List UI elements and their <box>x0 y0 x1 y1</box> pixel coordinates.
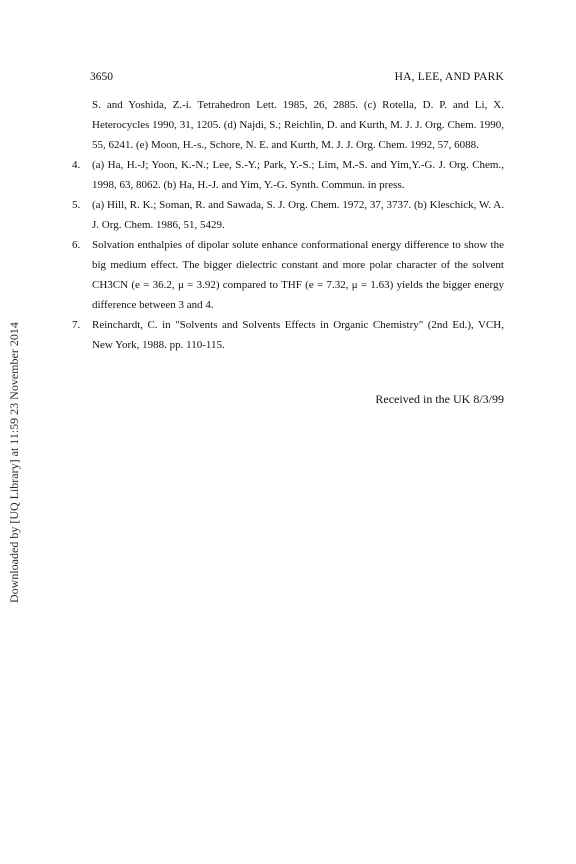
watermark-text: Downloaded by [UQ Library] at 11:59 23 November 2014 <box>7 322 21 603</box>
reference-text: Reinchardt, C. in "Solvents and Solvents Effects in Organic Chemistry" (2nd Ed.), VCH, New York, 1988. pp. 110-115. <box>92 319 504 351</box>
reference-continuation-text: S. and Yoshida, Z.-i. Tetrahedron Lett. 1985, 26, 2885. (c) Rotella, D. P. and Li, X. Heterocycles 1990, 31, 1205. (d) Najdi, S.; Reichlin, D. and Kurth, M. J. J. Org. Chem. 1990, 55, 6241. (e) Moon, H.-s., Schore, N. E. and Kurth, M. J. J. Org. Chem. 1992, 57, 6088. <box>92 99 504 151</box>
received-date: Received in the UK 8/3/99 <box>375 392 504 406</box>
reference-number: 5. <box>72 199 81 211</box>
reference-number: 6. <box>72 239 81 251</box>
reference-text: (a) Hill, R. K.; Soman, R. and Sawada, S. J. Org. Chem. 1972, 37, 3737. (b) Kleschick, W. A. J. Org. Chem. 1986, 51, 5429. <box>92 199 504 231</box>
reference-continuation <box>72 95 504 155</box>
reference-number: 4. <box>72 159 81 171</box>
reference-item-4 <box>72 155 504 195</box>
reference-text: Solvation enthalpies of dipolar solute enhance conformational energy difference to show the big medium effect. The bigger dielectric constant and more polar character of the solvent CH3CN (e = 36.2, μ = 3.92) compared to THF (e = 7.32, μ = 1.63) yields the bigger energy difference between 3 and 4. <box>92 239 504 311</box>
reference-text: (a) Ha, H.-J; Yoon, K.-N.; Lee, S.-Y.; Park, Y.-S.; Lim, M.-S. and Yim,Y.-G. J. Org. Chem., 1998, 63, 8062. (b) Ha, H.-J. and Yim, Y.-G. Synth. Commun. in press. <box>92 159 504 191</box>
reference-list <box>72 95 504 355</box>
running-head: HA, LEE, AND PARK <box>394 71 504 83</box>
reference-item-7 <box>72 315 504 355</box>
reference-number: 7. <box>72 319 81 331</box>
reference-item-6 <box>72 235 504 315</box>
reference-item-5 <box>72 195 504 235</box>
watermark-svg <box>3 245 23 605</box>
download-watermark <box>3 245 23 605</box>
page-number: 3650 <box>90 71 113 83</box>
